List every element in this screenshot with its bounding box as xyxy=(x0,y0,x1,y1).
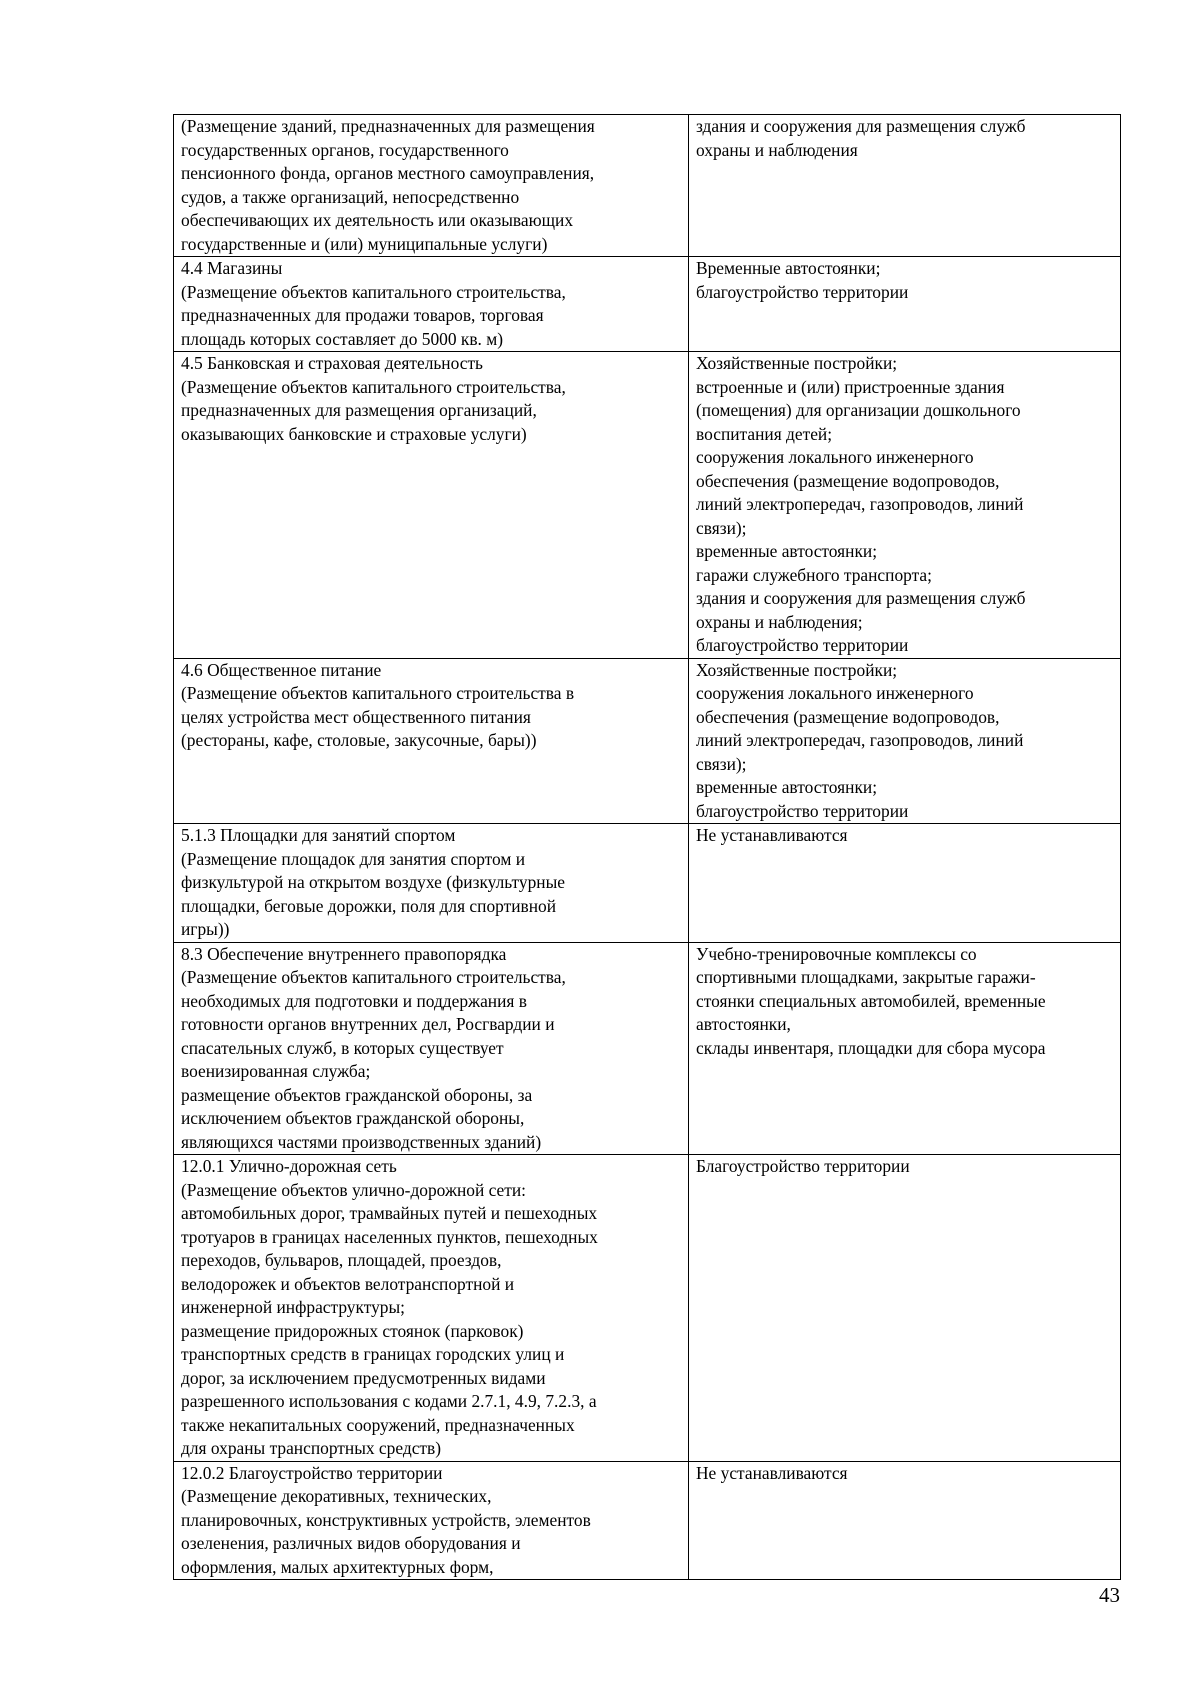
use-type-cell: (Размещение зданий, предназначенных для размещения государственных органов, государственного пенсионного фонда, органов местного самоуправления, судов, а также организаций, непосредственно обеспечивающих их деятельность или оказывающих государственные и (или) муниципальные услуги) xyxy=(174,115,689,257)
use-type-cell: 4.6 Общественное питание (Размещение объектов капитального строительства в целях устройства мест общественного питания (рестораны, кафе, столовые, закусочные, бары)) xyxy=(174,658,689,824)
use-type-cell: 4.5 Банковская и страховая деятельность (Размещение объектов капитального строительства, предназначенных для размещения организаций, оказывающих банковские и страховые услуги) xyxy=(174,352,689,659)
use-type-cell: 8.3 Обеспечение внутреннего правопорядка (Размещение объектов капитального строительства, необходимых для подготовки и поддержания в готовности органов внутренних дел, Росгвардии и спасательных служб, в которых существует военизированная служба; размещение объектов гражданской обороны, за исключением объектов гражданской обороны, являющихся частями производственных зданий) xyxy=(174,942,689,1155)
auxiliary-use-cell: Хозяйственные постройки; встроенные и (или) пристроенные здания (помещения) для организации дошкольного воспитания детей; сооружения локального инженерного обеспечения (размещение водопроводов, линий электропередач, газопроводов, линий связи); временные автостоянки; гаражи служебного транспорта; здания и сооружения для размещения служб охраны и наблюдения; благоустройство территории xyxy=(689,352,1121,659)
auxiliary-use-cell: Благоустройство территории xyxy=(689,1155,1121,1462)
table-row xyxy=(174,942,1121,1155)
use-type-cell: 12.0.2 Благоустройство территории (Размещение декоративных, технических, планировочных, конструктивных устройств, элементов озеленения, различных видов оборудования и оформления, малых архитектурных форм, xyxy=(174,1461,689,1580)
auxiliary-use-cell: Не устанавливаются xyxy=(689,824,1121,943)
use-type-cell: 12.0.1 Улично-дорожная сеть (Размещение объектов улично-дорожной сети: автомобильных дорог, трамвайных путей и пешеходных тротуаров в границах населенных пунктов, пешеходных переходов, бульваров, площадей, проездов, велодорожек и объектов велотранспортной и инженерной инфраструктуры; размещение придорожных стоянок (парковок) транспортных средств в границах городских улиц и дорог, за исключением предусмотренных видами разрешенного использования с кодами 2.7.1, 4.9, 7.2.3, а также некапитальных сооружений, предназначенных для охраны транспортных средств) xyxy=(174,1155,689,1462)
table-row xyxy=(174,824,1121,943)
auxiliary-use-cell: Не устанавливаются xyxy=(689,1461,1121,1580)
table-row xyxy=(174,1461,1121,1580)
auxiliary-use-cell: Учебно-тренировочные комплексы со спортивными площадками, закрытые гаражи- стоянки специальных автомобилей, временные автостоянки, склады инвентаря, площадки для сбора мусора xyxy=(689,942,1121,1155)
auxiliary-use-cell: здания и сооружения для размещения служб охраны и наблюдения xyxy=(689,115,1121,257)
use-type-cell: 5.1.3 Площадки для занятий спортом (Размещение площадок для занятия спортом и физкультурой на открытом воздухе (физкультурные площадки, беговые дорожки, поля для спортивной игры)) xyxy=(174,824,689,943)
page-number: 43 xyxy=(1099,1583,1120,1607)
use-type-cell: 4.4 Магазины (Размещение объектов капитального строительства, предназначенных для продажи товаров, торговая площадь которых составляет до 5000 кв. м) xyxy=(174,257,689,352)
land-use-table xyxy=(173,114,1121,1580)
auxiliary-use-cell: Хозяйственные постройки; сооружения локального инженерного обеспечения (размещение водопроводов, линий электропередач, газопроводов, линий связи); временные автостоянки; благоустройство территории xyxy=(689,658,1121,824)
table-row xyxy=(174,257,1121,352)
table-row xyxy=(174,115,1121,257)
auxiliary-use-cell: Временные автостоянки; благоустройство территории xyxy=(689,257,1121,352)
table-row xyxy=(174,352,1121,659)
table-row xyxy=(174,1155,1121,1462)
table-row xyxy=(174,658,1121,824)
